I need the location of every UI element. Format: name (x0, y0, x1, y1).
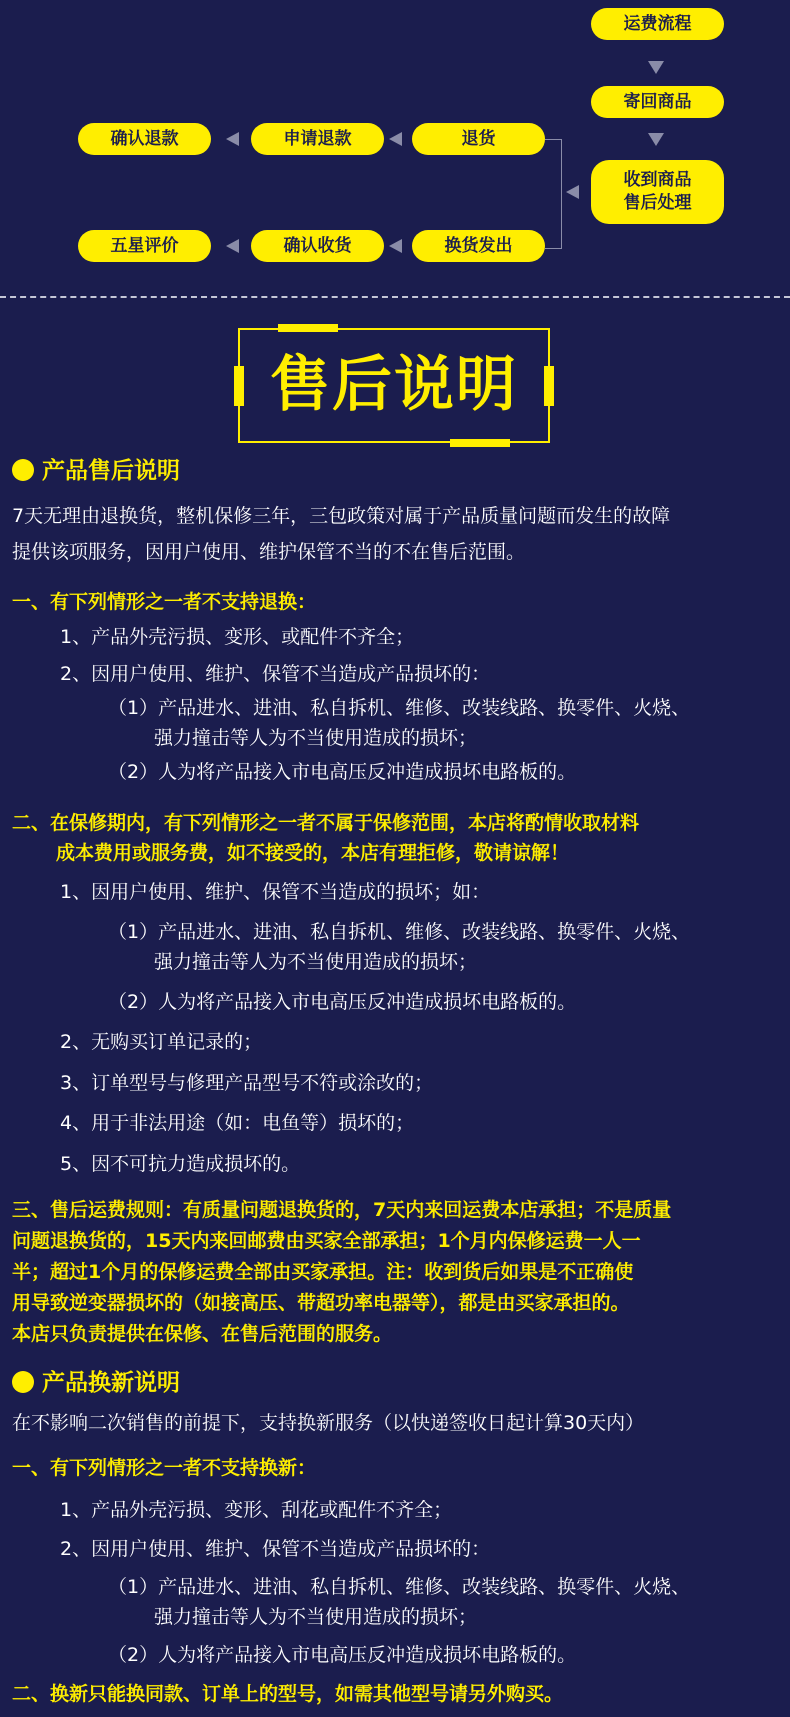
rule-item: 4、用于非法用途（如：电鱼等）损坏的； (60, 1112, 415, 1134)
intro-line: 在不影响二次销售的前提下，支持换新服务（以快递签收日起计算30天内） (12, 1412, 645, 1434)
section-divider (0, 296, 790, 298)
arrow-down-icon (648, 61, 664, 74)
arrow-left-icon (389, 132, 402, 146)
rule-subitem: （2）人为将产品接入市电高压反冲造成损坏电路板的。 (108, 1644, 577, 1666)
rule-heading: 一、有下列情形之一者不支持退换： (12, 591, 317, 613)
flow-step-five-star: 五星评价 (78, 230, 211, 262)
freight-rule: 本店只负责提供在保修、在售后范围的服务。 (12, 1323, 393, 1345)
flow-step-received (591, 160, 724, 224)
rule-heading: 二、在保修期内，有下列情形之一者不属于保修范围，本店将酌情收取材料 (12, 812, 640, 834)
rule-heading: 二、换新只能换同款、订单上的型号，如需其他型号请另外购买。 (12, 1683, 564, 1705)
rule-heading: 一、有下列情形之一者不支持换新： (12, 1457, 317, 1479)
flow-step-confirm-refund: 确认退款 (78, 123, 211, 155)
intro-line: 7天无理由退换货，整机保修三年，三包政策对属于产品质量问题而发生的故障 (12, 505, 671, 527)
after-sales-flowchart (0, 0, 790, 280)
rule-subitem: （2）人为将产品接入市电高压反冲造成损坏电路板的。 (108, 761, 577, 783)
arrow-left-icon (226, 239, 239, 253)
rule-subitem: （1）产品进水、进油、私自拆机、维修、改装线路、换零件、火烧、 (108, 921, 691, 943)
flow-step-freight: 运费流程 (591, 8, 724, 40)
flow-step-exchange-ship: 换货发出 (412, 230, 545, 262)
rule-item: 5、因不可抗力造成损坏的。 (60, 1153, 301, 1175)
rule-item: 1、因用户使用、维护、保管不当造成的损坏；如： (60, 881, 491, 903)
section-heading-text: 产品换新说明 (42, 1370, 180, 1396)
flow-step-received-line1: 收到商品 (623, 170, 692, 190)
rule-item: 1、产品外壳污损、变形、刮花或配件不齐全； (60, 1499, 453, 1521)
intro-line: 提供该项服务，因用户使用、维护保管不当的不在售后范围。 (12, 541, 526, 563)
rule-subitem: （2）人为将产品接入市电高压反冲造成损坏电路板的。 (108, 991, 577, 1013)
freight-rule: 问题退换货的，15天内来回邮费由买家全部承担；1个月内保修运费一人一 (12, 1230, 641, 1252)
rule-subitem: 强力撞击等人为不当使用造成的损坏； (154, 1606, 478, 1628)
rule-heading: 成本费用或服务费，如不接受的，本店有理拒修，敬请谅解！ (56, 842, 570, 864)
freight-rule: 三、售后运费规则：有质量问题退换货的，7天内来回运费本店承担；不是质量 (12, 1199, 672, 1221)
arrow-left-icon (566, 185, 579, 199)
freight-rule: 用导致逆变器损坏的（如接高压、带超功率电器等），都是由买家承担的。 (12, 1292, 630, 1314)
section-heading-after-sales (12, 452, 180, 485)
rule-item: 3、订单型号与修理产品型号不符或涂改的； (60, 1072, 434, 1094)
rule-item: 2、无购买订单记录的； (60, 1031, 263, 1053)
freight-rule: 半；超过1个月的保修运费全部由买家承担。注：收到货后如果是不正确使 (12, 1261, 634, 1283)
flow-step-return: 退货 (412, 123, 545, 155)
flow-step-send-back: 寄回商品 (591, 86, 724, 118)
arrow-left-icon (389, 239, 402, 253)
arrow-down-icon (648, 133, 664, 146)
rule-item: 1、产品外壳污损、变形、或配件不齐全； (60, 626, 415, 648)
section-heading-text: 产品售后说明 (42, 458, 180, 484)
page-title: 售后说明 (270, 350, 518, 420)
rule-subitem: 强力撞击等人为不当使用造成的损坏； (154, 951, 478, 973)
section-heading-exchange (12, 1364, 180, 1397)
flow-step-confirm-receipt: 确认收货 (251, 230, 384, 262)
rule-subitem: （1）产品进水、进油、私自拆机、维修、改装线路、换零件、火烧、 (108, 697, 691, 719)
flow-step-apply-refund: 申请退款 (251, 123, 384, 155)
rule-subitem: 强力撞击等人为不当使用造成的损坏； (154, 727, 478, 749)
page-title-box (238, 328, 550, 443)
bullet-dot-icon (12, 1371, 34, 1393)
flow-step-received-line2: 售后处理 (623, 193, 692, 213)
rule-subitem: （1）产品进水、进油、私自拆机、维修、改装线路、换零件、火烧、 (108, 1576, 691, 1598)
arrow-left-icon (226, 132, 239, 146)
bullet-dot-icon (12, 459, 34, 481)
rule-item: 2、因用户使用、维护、保管不当造成产品损坏的： (60, 1538, 491, 1560)
rule-item: 2、因用户使用、维护、保管不当造成产品损坏的： (60, 663, 491, 685)
flow-connector (545, 139, 562, 249)
